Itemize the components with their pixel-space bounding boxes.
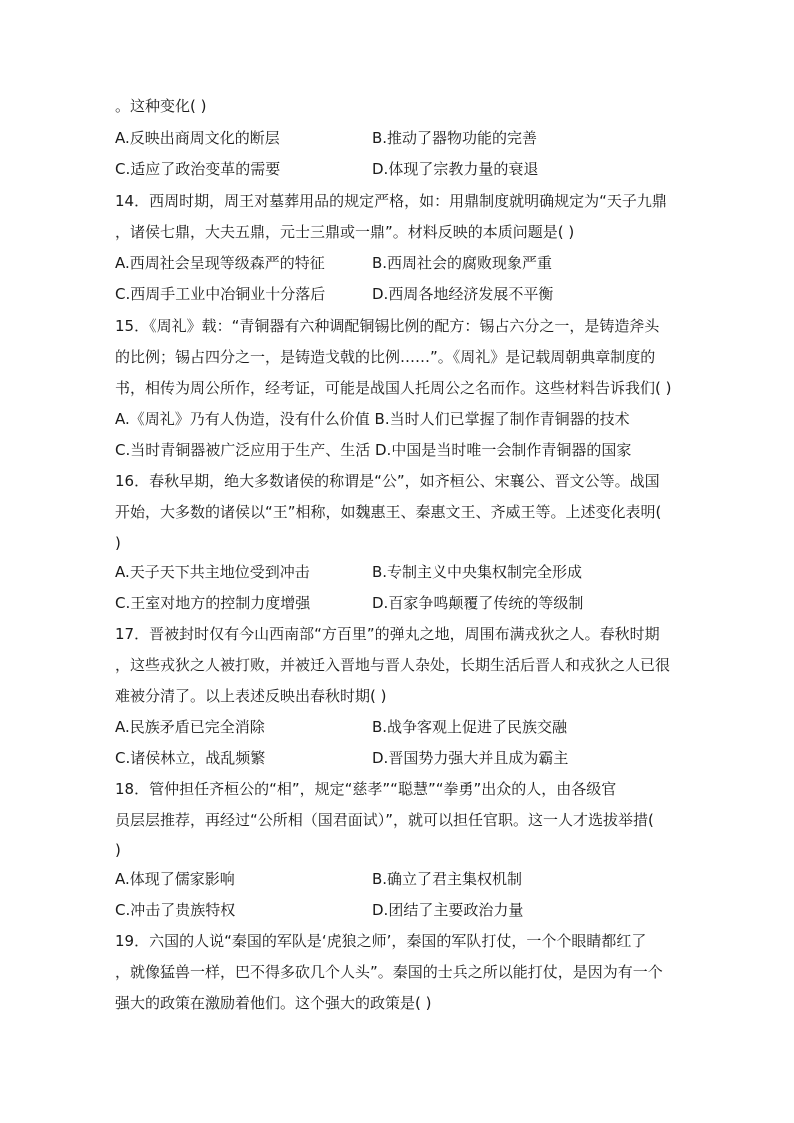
q15-options-a-b: A.《周礼》乃有人伪造，没有什么价值 B.当时人们已掌握了制作青铜器的技术 — [115, 410, 630, 428]
q16-option-d: D.百家争鸣颠覆了传统的等级制 — [372, 594, 584, 612]
q16-stem-line-3: ) — [115, 534, 121, 552]
q17-option-b: B.战争客观上促进了民族交融 — [372, 718, 568, 736]
q13-option-a: A.反映出商周文化的断层 — [115, 129, 280, 147]
q18-stem-line-3: ) — [115, 841, 121, 859]
q17-stem-line-2: ，这些戎狄之人被打败，并被迁入晋地与晋人杂处，长期生活后晋人和戎狄之人已很 — [115, 656, 671, 674]
q16-stem-line-2: 开始，大多数的诸侯以“王”相称，如魏惠王、秦惠文王、齐威王等。上述变化表明( — [115, 503, 662, 521]
q14-option-b: B.西周社会的腐败现象严重 — [372, 254, 553, 272]
q19-stem-line-3: 强大的政策在激励着他们。这个强大的政策是( ) — [115, 994, 432, 1012]
q13-option-d: D.体现了宗教力量的衰退 — [372, 160, 539, 178]
q16-option-c: C.王室对地方的控制力度增强 — [115, 594, 311, 612]
q16-option-b: B.专制主义中央集权制完全形成 — [372, 563, 583, 581]
q14-stem-line-2: ，诸侯七鼎，大夫五鼎，元士三鼎或一鼎”。材料反映的本质问题是( ) — [115, 223, 575, 241]
q15-stem-line-2: 的比例；锡占四分之一，是铸造戈戟的比例……”。《周礼》是记载周朝典章制度的 — [115, 348, 656, 366]
q16-stem-line-1: 16．春秋早期，绝大多数诸侯的称谓是“公”，如齐桓公、宋襄公、晋文公等。战国 — [115, 472, 660, 490]
q17-option-a: A.民族矛盾已完全消除 — [115, 718, 265, 736]
q17-option-d: D.晋国势力强大并且成为霸主 — [372, 749, 569, 767]
q17-option-c: C.诸侯林立，战乱频繁 — [115, 749, 266, 767]
q15-stem-line-1: 15．《周礼》载：“青铜器有六种调配铜锡比例的配方：锡占六分之一，是铸造斧头 — [115, 317, 660, 335]
q13-option-c: C.适应了政治变革的需要 — [115, 160, 281, 178]
q17-stem-line-3: 难被分清了。以上表述反映出春秋时期( ) — [115, 687, 387, 705]
q18-stem-line-2: 员层层推荐，再经过“公所相（国君面试）”，就可以担任官职。这一人才选拔举措( — [115, 811, 654, 829]
q17-stem-line-1: 17．晋被封时仅有今山西南部“方百里”的弹丸之地，周围布满戎狄之人。春秋时期 — [115, 625, 660, 643]
q14-option-d: D.西周各地经济发展不平衡 — [372, 285, 554, 303]
q18-option-c: C.冲击了贵族特权 — [115, 901, 236, 919]
q14-option-a: A.西周社会呈现等级森严的特征 — [115, 254, 325, 272]
q16-option-a: A.天子天下共主地位受到冲击 — [115, 563, 310, 581]
q14-option-c: C.西周手工业中冶铜业十分落后 — [115, 285, 326, 303]
q18-option-a: A.体现了儒家影响 — [115, 870, 235, 888]
q15-stem-line-3: 书，相传为周公所作，经考证，可能是战国人托周公之名而作。这些材料告诉我们( ) — [115, 379, 672, 397]
q19-stem-line-2: ，就像猛兽一样，巴不得多砍几个人头”。秦国的士兵之所以能打仗，是因为有一个 — [115, 963, 663, 981]
q18-option-b: B.确立了君主集权机制 — [372, 870, 523, 888]
q18-option-d: D.团结了主要政治力量 — [372, 901, 524, 919]
q19-stem-line-1: 19．六国的人说“秦国的军队是‘虎狼之师’，秦国的军队打仗，一个个眼睛都红了 — [115, 932, 647, 950]
q18-stem-line-1: 18．管仲担任齐桓公的“相”，规定“慈孝”“聪慧”“拳勇”出众的人，由各级官 — [115, 780, 617, 798]
q13-stem-tail: 。这种变化( ) — [115, 97, 207, 115]
q15-options-c-d: C.当时青铜器被广泛应用于生产、生活 D.中国是当时唯一会制作青铜器的国家 — [115, 441, 632, 459]
q13-option-b: B.推动了器物功能的完善 — [372, 129, 538, 147]
q14-stem-line-1: 14．西周时期，周王对墓葬用品的规定严格，如：用鼎制度就明确规定为“天子九鼎 — [115, 192, 667, 210]
